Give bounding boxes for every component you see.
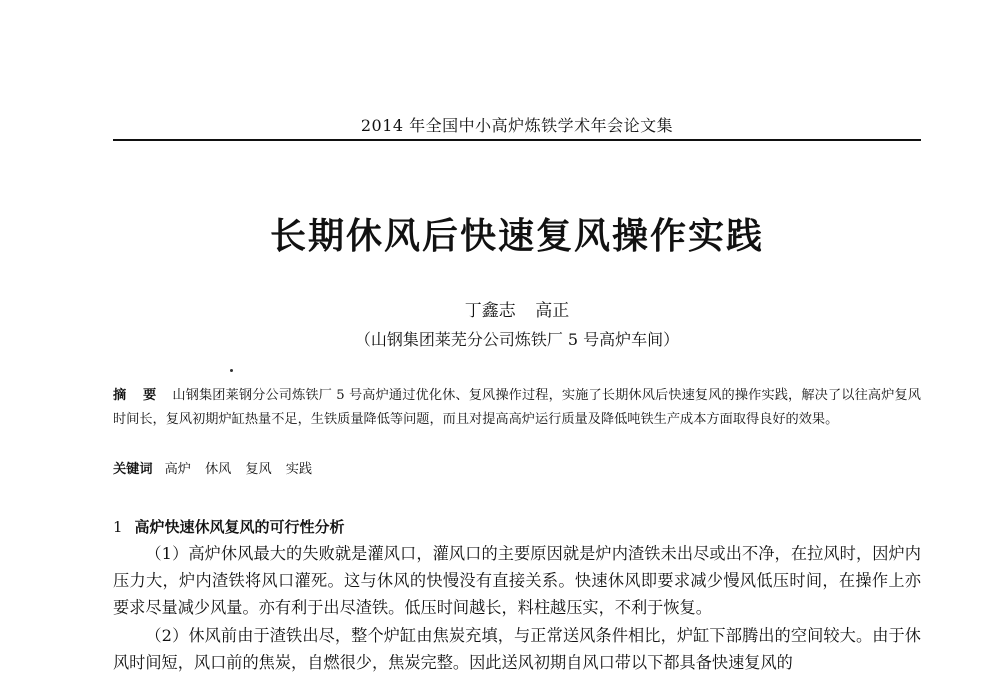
stray-dot-mark — [230, 369, 233, 372]
section-number: 1 — [113, 518, 123, 536]
section-title: 高炉快速休风复风的可行性分析 — [134, 518, 345, 536]
keywords-label: 关键词 — [113, 462, 153, 477]
keywords-block — [113, 458, 921, 482]
keyword-item: 休风 — [204, 462, 232, 477]
body-paragraph: （2）休风前由于渣铁出尽，整个炉缸由焦炭充填，与正常送风条件相比，炉缸下部腾出的空间较大。由于休风时间短，风口前的焦炭，自燃很少，焦炭完整。因此送风初期自风口带以下都具备快速复风的 — [113, 625, 921, 672]
keyword-item: 实践 — [285, 462, 313, 477]
section-body — [113, 540, 921, 676]
abstract-text: 山钢集团莱钢分公司炼铁厂 5 号高炉通过优化休、复风操作过程，实施了长期休风后快速复风的操作实践，解决了以往高炉复风时间长，复风初期炉缸热量不足，生铁质量降低等问题，而且对提高高炉运行质量及降低吨铁生产成本方面取得良好的效果。 — [113, 388, 921, 427]
body-paragraph: （1）高炉休风最大的失败就是灌风口，灌风口的主要原因就是炉内渣铁未出尽或出不净，在拉风时，因炉内压力大，炉内渣铁将风口灌死。这与休风的快慢没有直接关系。快速休风即要求减少慢风低压时间，在操作上亦要求尽量减少风量。亦有利于出尽渣铁。低压时间越长，料柱越压实，不利于恢复。 — [113, 544, 921, 618]
abstract-label: 摘 要 — [113, 388, 163, 403]
section-heading — [113, 516, 921, 537]
keyword-item: 复风 — [245, 462, 272, 477]
article-affiliation: （山钢集团莱芜分公司炼铁厂 5 号高炉车间） — [354, 330, 680, 349]
running-header: 2014 年全国中小高炉炼铁学术年会论文集 — [360, 116, 674, 135]
header-rule — [113, 139, 921, 141]
article-title: 长期休风后快速复风操作实践 — [269, 216, 764, 257]
keyword-item: 高炉 — [164, 462, 191, 477]
abstract-block — [113, 384, 921, 432]
article-authors: 丁鑫志 高正 — [464, 301, 570, 321]
